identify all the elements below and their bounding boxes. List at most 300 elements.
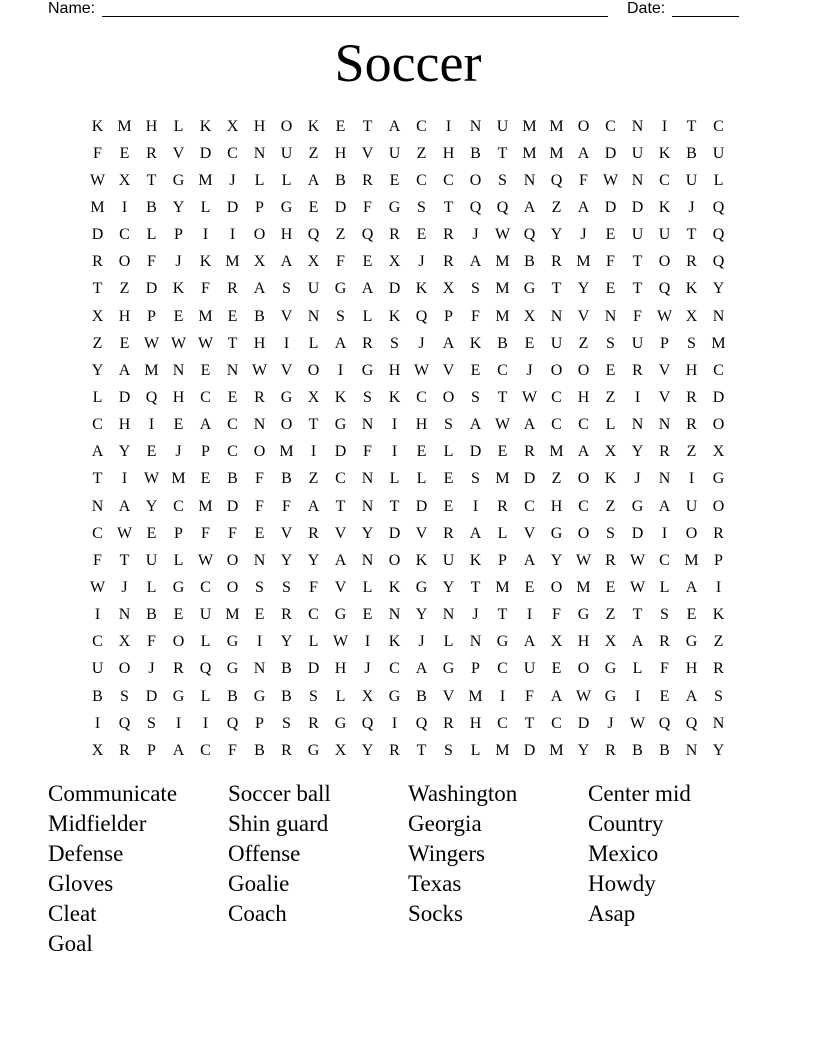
grid-letter: C [443,171,454,189]
grid-letter: C [92,524,103,542]
grid-letter: N [469,633,482,651]
grid-letter: U [631,334,644,352]
grid-letter: L [146,226,157,244]
grid-letter: S [687,334,696,352]
grid-letter: K [685,280,698,298]
grid-letter: L [389,470,400,488]
grid-letter: P [471,660,480,678]
grid-letter: J [472,226,479,244]
grid-letter: N [361,416,374,434]
grid-letter: B [524,253,535,271]
grid-letter: W [89,578,106,596]
grid-letter: M [279,443,294,461]
grid-letter: M [225,253,240,271]
grid-letter: F [147,253,156,271]
grid-letter: A [118,497,131,515]
grid-letter: L [200,198,211,216]
grid-letter: H [172,388,185,406]
grid-letter: D [469,443,482,461]
grid-letter: Q [712,226,725,244]
grid-letter: T [470,578,481,596]
grid-letter: X [442,280,455,298]
grid-letter: C [200,578,211,596]
grid-letter: D [226,198,239,216]
grid-letter: X [361,687,374,705]
grid-letter: C [551,388,562,406]
grid-letter: M [198,171,213,189]
grid-letter: A [91,443,104,461]
grid-letter: R [605,551,616,569]
grid-letter: K [469,334,482,352]
grid-letter: W [494,226,511,244]
grid-letter: W [116,524,133,542]
grid-letter: J [688,198,695,216]
word-list-item: Texas [408,871,462,896]
grid-letter: S [417,198,426,216]
grid-letter: Y [361,741,374,759]
grid-letter: N [388,606,401,624]
word-list-item: Center mid [588,781,691,806]
grid-letter: E [389,171,400,189]
grid-letter: O [280,117,293,135]
grid-letter: G [172,687,185,705]
grid-letter: B [146,198,157,216]
grid-letter: A [523,198,536,216]
grid-letter: E [200,470,211,488]
grid-letter: V [280,361,293,379]
grid-letter: H [388,361,401,379]
grid-letter: U [712,144,725,162]
grid-letter: Z [308,144,319,162]
grid-letter: E [227,388,238,406]
grid-letter: Q [685,714,698,732]
grid-letter: S [660,606,669,624]
grid-letter: G [523,280,536,298]
grid-letter: Y [550,551,563,569]
word-list-item: Mexico [588,841,659,866]
grid-letter: F [606,253,615,271]
grid-letter: N [712,307,725,325]
grid-letter: B [632,741,643,759]
grid-letter: U [199,606,212,624]
grid-letter: B [281,470,292,488]
grid-letter: E [200,361,211,379]
grid-letter: M [198,497,213,515]
grid-letter: C [200,388,211,406]
worksheet-header [48,0,748,20]
grid-letter: M [495,307,510,325]
word-list-item: Asap [588,901,636,926]
grid-letter: E [335,117,346,135]
grid-letter: Q [415,714,428,732]
grid-letter: G [172,171,185,189]
grid-letter: W [494,416,511,434]
grid-letter: T [335,497,346,515]
grid-letter: T [92,280,103,298]
grid-letter: U [388,144,401,162]
grid-letter: B [254,307,265,325]
grid-letter: E [605,226,616,244]
grid-letter: J [121,578,128,596]
grid-letter: S [282,714,291,732]
grid-letter: M [522,117,537,135]
grid-letter: H [442,144,455,162]
grid-letter: H [469,714,482,732]
grid-letter: S [120,687,129,705]
grid-letter: Q [226,714,239,732]
grid-letter: R [227,280,238,298]
grid-letter: K [469,551,482,569]
word-list-item: Cleat [48,901,97,926]
grid-letter: L [605,416,616,434]
grid-letter: W [197,334,214,352]
word-list-item: Georgia [408,811,482,836]
grid-letter: F [336,253,345,271]
grid-letter: R [443,524,454,542]
grid-letter: Q [361,226,374,244]
grid-letter: R [254,388,265,406]
grid-letter: A [523,633,536,651]
grid-letter: V [334,578,347,596]
grid-letter: V [442,687,455,705]
grid-letter: M [549,443,564,461]
grid-letter: H [334,660,347,678]
grid-letter: A [388,117,401,135]
grid-letter: Z [686,443,697,461]
grid-letter: Y [712,741,725,759]
grid-letter: E [173,606,184,624]
grid-letter: K [307,117,320,135]
grid-letter: E [173,416,184,434]
grid-letter: I [202,226,209,244]
grid-letter: M [522,144,537,162]
grid-letter: N [253,416,266,434]
grid-letter: O [658,253,671,271]
grid-letter: Z [578,334,589,352]
grid-letter: Q [415,307,428,325]
grid-letter: M [198,307,213,325]
grid-letter: E [524,578,535,596]
grid-letter: V [442,361,455,379]
grid-letter: N [253,551,266,569]
grid-letter: S [390,334,399,352]
grid-letter: F [228,524,237,542]
grid-letter: R [686,388,697,406]
grid-letter: F [525,687,534,705]
grid-letter: I [121,198,128,216]
grid-letter: H [280,226,293,244]
grid-letter: A [577,198,590,216]
grid-letter: A [334,551,347,569]
grid-letter: A [172,741,185,759]
grid-letter: L [470,741,481,759]
grid-letter: J [607,714,614,732]
grid-letter: M [549,741,564,759]
grid-letter: M [117,117,132,135]
grid-letter: U [631,226,644,244]
grid-letter: F [309,578,318,596]
grid-letter: M [711,334,726,352]
grid-letter: Z [605,388,616,406]
grid-letter: G [496,633,509,651]
grid-letter: E [416,443,427,461]
grid-letter: C [551,714,562,732]
word-list-item: Offense [228,841,301,866]
grid-letter: R [119,741,130,759]
grid-letter: Y [145,497,158,515]
grid-letter: R [659,443,670,461]
grid-letter: D [334,443,347,461]
grid-letter: T [686,117,697,135]
grid-letter: O [118,660,131,678]
grid-letter: V [658,388,671,406]
grid-letter: M [495,578,510,596]
grid-letter: A [523,416,536,434]
word-list-item: Shin guard [228,811,329,836]
grid-letter: Z [416,144,427,162]
grid-letter: H [577,633,590,651]
word-list-item: Howdy [588,871,656,896]
grid-letter: I [229,226,236,244]
grid-letter: G [307,741,320,759]
word-list-item: Gloves [48,871,114,896]
grid-letter: C [416,117,427,135]
grid-letter: R [659,633,670,651]
grid-letter: P [174,226,183,244]
grid-letter: I [445,117,452,135]
grid-letter: I [337,361,344,379]
grid-letter: G [631,497,644,515]
grid-letter: P [147,741,156,759]
grid-letter: N [361,551,374,569]
grid-letter: W [251,361,268,379]
grid-letter: K [658,144,671,162]
grid-letter: I [472,497,479,515]
grid-letter: R [497,497,508,515]
grid-letter: C [416,388,427,406]
grid-letter: S [444,741,453,759]
grid-letter: S [471,470,480,488]
grid-letter: F [363,443,372,461]
grid-letter: T [443,198,454,216]
grid-letter: R [713,660,724,678]
grid-letter: K [415,280,428,298]
grid-letter: A [577,443,590,461]
grid-letter: Q [550,171,563,189]
word-list-item: Goalie [228,871,290,896]
grid-letter: Y [118,443,131,461]
word-list-item: Coach [228,901,287,926]
word-list-item: Communicate [48,781,178,806]
grid-letter: N [253,144,266,162]
grid-letter: L [92,388,103,406]
grid-letter: B [335,171,346,189]
grid-letter: C [335,470,346,488]
grid-letter: B [281,687,292,705]
grid-letter: E [551,660,562,678]
grid-letter: W [575,687,592,705]
grid-letter: T [497,388,508,406]
grid-letter: B [281,660,292,678]
grid-letter: G [604,660,617,678]
grid-letter: L [173,117,184,135]
grid-letter: S [444,416,453,434]
word-list-item: Soccer ball [228,781,331,806]
grid-letter: C [308,606,319,624]
grid-letter: Y [712,280,725,298]
grid-letter: V [361,144,374,162]
grid-letter: E [497,443,508,461]
grid-letter: I [391,443,398,461]
grid-letter: F [93,144,102,162]
grid-letter: G [226,633,239,651]
grid-letter: A [523,551,536,569]
word-list-item: Socks [408,901,463,926]
grid-letter: O [469,171,482,189]
grid-letter: L [632,660,643,678]
grid-letter: T [632,606,643,624]
grid-letter: U [658,226,671,244]
grid-letter: I [526,606,533,624]
grid-letter: R [146,144,157,162]
grid-letter: Z [119,280,130,298]
grid-letter: N [523,171,536,189]
grid-letter: V [577,307,590,325]
grid-letter: K [658,198,671,216]
grid-letter: C [173,497,184,515]
grid-letter: Y [307,551,320,569]
grid-letter: E [146,524,157,542]
grid-letter: N [361,470,374,488]
grid-letter: G [172,578,185,596]
grid-letter: W [413,361,430,379]
grid-letter: Z [308,470,319,488]
grid-letter: K [388,633,401,651]
grid-letter: S [606,524,615,542]
grid-letter: B [146,606,157,624]
grid-letter: Q [712,198,725,216]
grid-letter: M [144,361,159,379]
grid-letter: O [577,524,590,542]
grid-letter: E [605,361,616,379]
grid-letter: G [361,361,374,379]
grid-letter: W [602,171,619,189]
grid-letter: U [91,660,104,678]
grid-letter: X [604,443,617,461]
grid-letter: T [227,334,238,352]
grid-letter: L [659,578,670,596]
grid-letter: L [200,633,211,651]
grid-letter: A [577,144,590,162]
grid-letter: K [388,307,401,325]
grid-letter: N [118,606,131,624]
grid-letter: Y [91,361,104,379]
grid-letter: G [226,660,239,678]
grid-letter: R [443,714,454,732]
grid-letter: D [145,280,158,298]
grid-letter: P [660,334,669,352]
grid-letter: N [361,497,374,515]
grid-letter: G [334,416,347,434]
grid-letter: U [307,280,320,298]
grid-letter: A [469,253,482,271]
grid-letter: X [91,307,104,325]
grid-letter: N [658,416,671,434]
grid-letter: A [280,253,293,271]
grid-letter: B [659,741,670,759]
grid-letter: B [416,687,427,705]
grid-letter: I [175,714,182,732]
grid-letter: O [280,416,293,434]
grid-letter: D [226,497,239,515]
grid-letter: M [576,253,591,271]
grid-letter: F [201,280,210,298]
grid-letter: Y [442,578,455,596]
grid-letter: K [415,551,428,569]
grid-letter: F [255,497,264,515]
grid-letter: D [118,388,131,406]
grid-letter: S [255,578,264,596]
grid-letter: L [497,524,508,542]
grid-letter: J [175,253,182,271]
grid-letter: X [523,307,536,325]
grid-letter: M [549,117,564,135]
grid-letter: G [334,714,347,732]
grid-letter: C [389,660,400,678]
grid-letter: F [633,307,642,325]
grid-letter: L [443,443,454,461]
grid-letter: I [121,470,128,488]
grid-letter: O [685,524,698,542]
grid-letter: M [495,741,510,759]
grid-letter: T [497,144,508,162]
grid-letter: T [497,606,508,624]
grid-letter: J [418,633,425,651]
grid-letter: Q [307,226,320,244]
grid-letter: D [334,198,347,216]
grid-letter: F [660,660,669,678]
grid-letter: N [550,307,563,325]
grid-letter: N [631,117,644,135]
grid-letter: W [89,171,106,189]
grid-letter: J [580,226,587,244]
grid-letter: S [363,388,372,406]
grid-letter: R [389,226,400,244]
grid-letter: C [119,226,130,244]
grid-letter: G [253,687,266,705]
name-blank-line [102,16,608,17]
grid-letter: J [229,171,236,189]
grid-letter: F [471,307,480,325]
grid-letter: H [118,416,131,434]
grid-letter: O [442,388,455,406]
grid-letter: B [254,741,265,759]
grid-letter: X [685,307,698,325]
grid-letter: H [577,388,590,406]
grid-letter: A [685,578,698,596]
grid-letter: I [688,470,695,488]
grid-letter: L [362,578,373,596]
grid-letter: R [362,334,373,352]
grid-letter: H [550,497,563,515]
date-blank-line [672,16,739,17]
grid-letter: Z [605,497,616,515]
grid-letter: W [197,551,214,569]
grid-letter: B [470,144,481,162]
grid-letter: E [443,470,454,488]
grid-letter: E [686,606,697,624]
grid-letter: G [604,687,617,705]
